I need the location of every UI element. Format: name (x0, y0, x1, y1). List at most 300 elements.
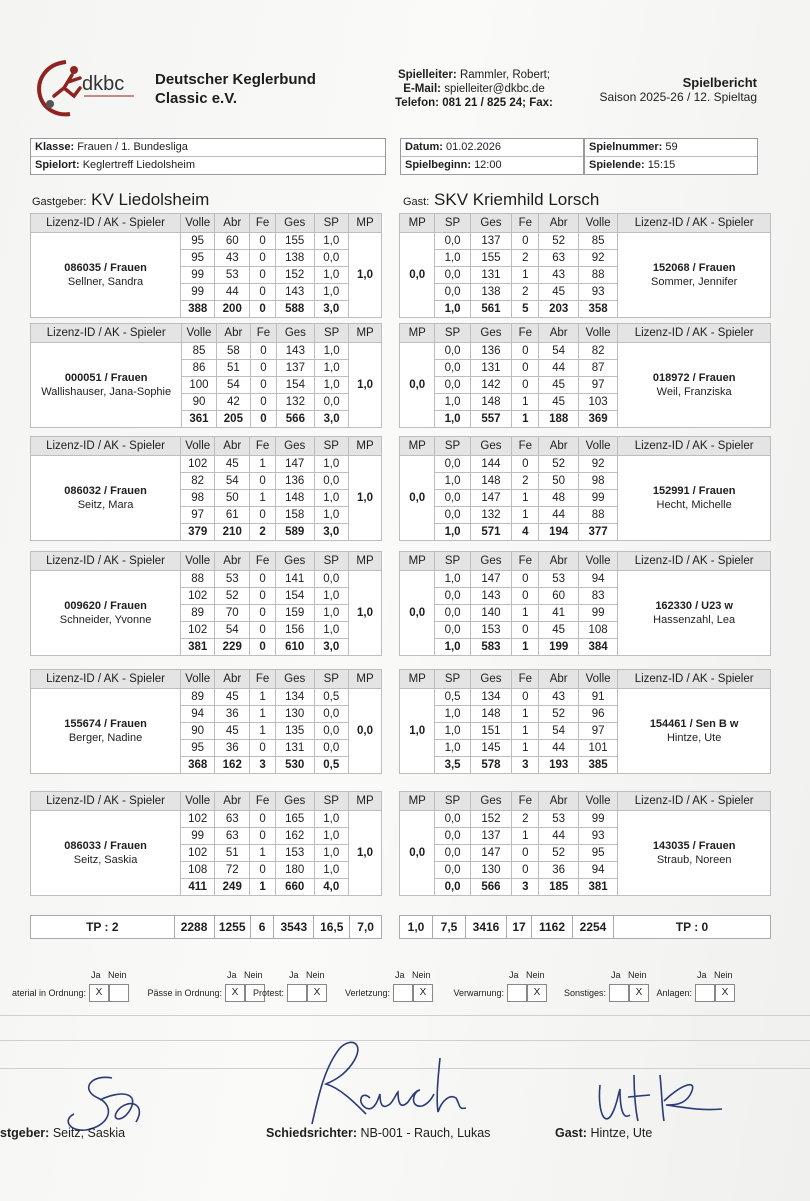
score-cell: 0 (512, 360, 539, 377)
score-cell: 98 (578, 473, 617, 490)
column-header: SP (435, 437, 470, 456)
column-header: Abr (215, 670, 250, 689)
sum-cell: 0 (251, 411, 276, 428)
score-cell: 1,0 (314, 507, 348, 524)
ja-header: Ja (227, 970, 237, 980)
score-cell: 0 (250, 250, 276, 267)
sum-cell: 3,0 (314, 301, 348, 318)
score-cell: 0,0 (435, 343, 470, 360)
score-cell: 131 (470, 267, 511, 284)
column-header: MP (348, 670, 381, 689)
sum-cell: 368 (181, 757, 215, 774)
column-header: SP (315, 324, 349, 343)
column-header: Ges (275, 792, 314, 811)
score-cell: 102 (181, 588, 215, 605)
sum-cell: 388 (181, 301, 215, 318)
home-sign-name: Seitz, Saskia (52, 1126, 126, 1140)
home-game-table (30, 213, 382, 318)
player-name: Seitz, Saskia (73, 854, 138, 866)
score-cell: 142 (470, 377, 511, 394)
score-cell: 94 (181, 706, 215, 723)
score-cell: 1,0 (315, 360, 349, 377)
away-player (618, 571, 771, 656)
column-header: Lizenz-ID / AK - Spieler (618, 552, 771, 571)
guest-signature-icon (590, 1065, 730, 1135)
score-cell: 52 (539, 706, 578, 723)
phone-value: 081 21 / 825 24; (442, 97, 526, 109)
score-cell: 1,0 (314, 588, 348, 605)
klasse-value: Frauen / 1. Bundesliga (77, 141, 188, 153)
column-header: MP (400, 670, 435, 689)
score-cell: 98 (181, 490, 215, 507)
column-header: Abr (215, 552, 250, 571)
sum-cell: 162 (215, 757, 250, 774)
sum-cell: 381 (181, 639, 215, 656)
score-cell: 1,0 (314, 267, 348, 284)
score-cell: 1,0 (314, 845, 348, 862)
score-cell: 43 (539, 689, 578, 706)
ja-header: Ja (91, 970, 101, 980)
score-cell: 45 (215, 456, 250, 473)
nein-header: Nein (628, 970, 647, 980)
score-cell: 102 (181, 622, 215, 639)
score-cell: 90 (182, 394, 216, 411)
away-player (618, 233, 771, 318)
column-header: Lizenz-ID / AK - Spieler (618, 792, 771, 811)
score-cell: 90 (181, 723, 215, 740)
score-cell: 45 (539, 377, 578, 394)
score-cell: 45 (539, 284, 578, 301)
ref-sign-name: NB-001 - Rauch, Lukas (360, 1126, 491, 1140)
player-name: Weil, Franziska (656, 386, 732, 398)
score-cell: 54 (216, 377, 251, 394)
score-cell: 50 (539, 473, 578, 490)
column-header: Fe (512, 670, 539, 689)
score-cell: 63 (215, 828, 250, 845)
column-header: SP (314, 437, 348, 456)
score-cell: 0 (512, 689, 539, 706)
score-cell: 1,0 (314, 233, 348, 250)
home-signature-label (0, 1126, 125, 1140)
score-cell: 51 (215, 845, 250, 862)
sum-cell: 210 (215, 524, 250, 541)
column-header: Fe (250, 437, 276, 456)
home-team-label: Gastgeber: (32, 196, 87, 208)
column-header: Abr (216, 324, 251, 343)
nein-checkbox[interactable]: X (307, 984, 327, 1002)
score-cell: 0 (250, 284, 276, 301)
organization-name (155, 70, 316, 108)
score-cell: 61 (215, 507, 250, 524)
column-header: Ges (470, 214, 511, 233)
score-cell: 88 (181, 571, 215, 588)
player-license: 155674 / Frauen (64, 718, 147, 730)
player-license: 018972 / Frauen (652, 372, 736, 384)
home-player (31, 233, 181, 318)
sum-cell: 1 (512, 639, 539, 656)
score-cell: 1,0 (435, 250, 470, 267)
score-cell: 0,0 (435, 588, 470, 605)
column-header: SP (435, 670, 470, 689)
score-cell: 1,0 (435, 394, 470, 411)
sum-cell: 229 (215, 639, 250, 656)
score-cell: 85 (182, 343, 216, 360)
score-cell: 0 (250, 862, 276, 879)
score-cell: 1,0 (315, 343, 349, 360)
leader-label: Spielleiter: (397, 69, 457, 81)
score-cell: 83 (578, 588, 617, 605)
score-cell: 0,0 (435, 456, 470, 473)
score-cell: 44 (539, 740, 578, 757)
sum-cell: 361 (182, 411, 216, 428)
score-cell: 155 (470, 250, 511, 267)
sum-cell: 610 (275, 639, 314, 656)
score-cell: 52 (539, 845, 578, 862)
score-cell: 144 (470, 456, 511, 473)
score-cell: 0,0 (315, 394, 349, 411)
sum-cell: 561 (470, 301, 511, 318)
column-header: SP (435, 214, 470, 233)
score-cell: 63 (539, 250, 578, 267)
away-total-volle: 2254 (573, 916, 614, 939)
score-cell: 0,0 (435, 490, 470, 507)
score-cell: 60 (539, 588, 578, 605)
ja-header: Ja (611, 970, 621, 980)
home-totals (30, 915, 382, 939)
score-cell: 0,0 (435, 267, 470, 284)
score-cell: 148 (470, 706, 511, 723)
score-cell: 131 (275, 740, 314, 757)
column-header: MP (348, 214, 381, 233)
home-game-table (30, 436, 382, 541)
player-name: Straub, Noreen (656, 854, 732, 866)
column-header: MP (400, 437, 435, 456)
sum-cell: 358 (578, 301, 617, 318)
sum-cell: 566 (470, 879, 511, 896)
sum-cell: 3,0 (314, 524, 348, 541)
column-header: Lizenz-ID / AK - Spieler (618, 324, 771, 343)
sum-cell: 571 (470, 524, 511, 541)
score-cell: 152 (275, 267, 314, 284)
score-cell: 102 (181, 845, 215, 862)
home-team-name: KV Liedolsheim (91, 190, 210, 209)
score-cell: 99 (181, 284, 215, 301)
score-cell: 1 (512, 394, 539, 411)
score-cell: 134 (470, 689, 511, 706)
score-cell: 1 (512, 507, 539, 524)
score-cell: 0 (251, 360, 276, 377)
ja-checkbox[interactable] (393, 984, 413, 1002)
ref-sign-label: Schiedsrichter: (266, 1126, 358, 1140)
score-cell: 159 (275, 605, 314, 622)
score-cell: 1,0 (435, 571, 470, 588)
away-team (403, 190, 599, 210)
score-cell: 44 (539, 507, 578, 524)
column-header: Abr (215, 437, 250, 456)
player-license: 152991 / Frauen (652, 485, 736, 497)
away-total-sp: 7,5 (433, 916, 466, 939)
sum-cell: 578 (470, 757, 511, 774)
score-cell: 1,0 (314, 622, 348, 639)
score-cell: 0,0 (435, 845, 470, 862)
score-cell: 140 (470, 605, 511, 622)
score-cell: 93 (578, 284, 617, 301)
score-cell: 0 (512, 377, 539, 394)
sum-cell: 3,5 (435, 757, 470, 774)
home-match-point: 1,0 (349, 343, 382, 428)
home-match-point: 1,0 (348, 571, 381, 656)
column-header: MP (349, 324, 382, 343)
score-cell: 0 (512, 571, 539, 588)
home-total-abr: 1255 (214, 916, 250, 939)
ja-checkbox[interactable] (507, 984, 527, 1002)
email-value: spielleiter@dkbc.de (444, 83, 545, 95)
player-license: 000051 / Frauen (64, 372, 148, 384)
score-cell: 44 (539, 828, 578, 845)
nein-checkbox[interactable]: X (527, 984, 547, 1002)
player-name: Seitz, Mara (77, 499, 134, 511)
score-cell: 41 (539, 605, 578, 622)
column-header: Fe (512, 792, 539, 811)
sum-cell: 583 (470, 639, 511, 656)
score-cell: 2 (512, 811, 539, 828)
score-cell: 143 (276, 343, 314, 360)
score-cell: 52 (215, 588, 250, 605)
score-cell: 1 (512, 828, 539, 845)
score-cell: 0,0 (435, 862, 470, 879)
score-cell: 153 (275, 845, 314, 862)
score-cell: 1 (250, 845, 276, 862)
score-cell: 147 (470, 571, 511, 588)
player-name: Sommer, Jennifer (651, 276, 738, 288)
column-header: Ges (275, 670, 314, 689)
score-cell: 141 (275, 571, 314, 588)
column-header: Fe (512, 437, 539, 456)
sum-cell: 5 (512, 301, 539, 318)
score-cell: 54 (539, 723, 578, 740)
column-header: MP (400, 324, 435, 343)
ja-checkbox[interactable] (695, 984, 715, 1002)
column-header: Volle (578, 324, 617, 343)
home-total-sp: 16,5 (314, 916, 350, 939)
column-header: Abr (539, 552, 578, 571)
score-cell: 1,0 (314, 456, 348, 473)
column-header: Fe (250, 552, 276, 571)
score-cell: 87 (578, 360, 617, 377)
score-cell: 1 (250, 689, 276, 706)
leader-value: Rammler, Robert; (459, 69, 551, 81)
nein-checkbox[interactable] (109, 984, 129, 1002)
score-cell: 162 (275, 828, 314, 845)
score-cell: 180 (275, 862, 314, 879)
sum-cell: 379 (181, 524, 215, 541)
column-header: Ges (276, 324, 314, 343)
nein-checkbox[interactable]: X (629, 984, 649, 1002)
score-cell: 1,0 (314, 284, 348, 301)
column-header: SP (435, 552, 470, 571)
sum-cell: 385 (578, 757, 617, 774)
away-match-point: 0,0 (400, 571, 435, 656)
score-cell: 54 (539, 343, 578, 360)
spielort-label: Spielort: (35, 159, 80, 171)
score-cell: 147 (275, 456, 314, 473)
nein-checkbox[interactable]: X (715, 984, 735, 1002)
nummer-label: Spielnummer: (589, 141, 663, 153)
sum-cell: 3,0 (314, 639, 348, 656)
away-total-mp: 1,0 (400, 916, 433, 939)
column-header: Volle (578, 552, 617, 571)
ja-checkbox[interactable]: X (89, 984, 109, 1002)
player-name: Schneider, Yvonne (59, 614, 152, 626)
column-header: Ges (470, 792, 511, 811)
score-cell: 85 (578, 233, 617, 250)
score-cell: 70 (215, 605, 250, 622)
home-player (31, 811, 181, 896)
score-cell: 151 (470, 723, 511, 740)
score-cell: 82 (181, 473, 215, 490)
score-cell: 143 (275, 284, 314, 301)
score-cell: 1,0 (435, 706, 470, 723)
phone-label: Telefon: (395, 97, 440, 109)
class-info-box (30, 138, 386, 175)
score-cell: 0,0 (435, 828, 470, 845)
score-cell: 54 (215, 622, 250, 639)
column-header: MP (400, 214, 435, 233)
score-cell: 143 (470, 588, 511, 605)
ja-checkbox[interactable]: X (225, 984, 245, 1002)
score-cell: 0 (512, 343, 539, 360)
sum-cell: 589 (275, 524, 314, 541)
sum-cell: 0 (250, 301, 276, 318)
column-header: Lizenz-ID / AK - Spieler (31, 214, 181, 233)
home-total-ges: 3543 (274, 916, 314, 939)
away-total-ges: 3416 (466, 916, 507, 939)
player-license: 152068 / Frauen (652, 262, 736, 274)
score-cell: 147 (470, 490, 511, 507)
score-cell: 97 (578, 377, 617, 394)
score-cell: 0,0 (435, 622, 470, 639)
score-cell: 53 (215, 267, 250, 284)
sum-cell: 557 (470, 411, 511, 428)
column-header: Volle (181, 214, 215, 233)
column-header: Fe (250, 214, 276, 233)
home-match-point: 1,0 (348, 233, 381, 318)
check-item (0, 970, 130, 1004)
score-cell: 0 (251, 377, 276, 394)
score-cell: 108 (181, 862, 215, 879)
ja-checkbox[interactable] (609, 984, 629, 1002)
sum-cell: 0,0 (435, 879, 470, 896)
score-cell: 0 (250, 811, 276, 828)
check-label: Anlagen: (656, 988, 692, 998)
score-cell: 1 (512, 605, 539, 622)
player-name: Hassenzahl, Lea (653, 614, 736, 626)
column-header: Lizenz-ID / AK - Spieler (31, 552, 181, 571)
ja-header: Ja (289, 970, 299, 980)
column-header: Ges (470, 324, 511, 343)
sum-cell: 1,0 (435, 301, 470, 318)
ja-header: Ja (395, 970, 405, 980)
score-cell: 2 (512, 250, 539, 267)
email-label: E-Mail: (403, 83, 441, 95)
column-header: Abr (539, 670, 578, 689)
sum-cell: 1,0 (435, 524, 470, 541)
home-game-table (30, 791, 382, 896)
season-text: Saison 2025-26 / 12. Spieltag (599, 90, 757, 104)
referee-signature-icon (300, 1038, 490, 1128)
away-match-point: 0,0 (400, 456, 435, 541)
score-cell: 103 (578, 394, 617, 411)
home-match-point: 0,0 (348, 689, 381, 774)
score-cell: 36 (215, 740, 250, 757)
ende-label: Spielende: (589, 159, 645, 171)
column-header: Lizenz-ID / AK - Spieler (31, 670, 181, 689)
score-cell: 1,0 (315, 377, 349, 394)
score-cell: 0 (250, 267, 276, 284)
nein-checkbox[interactable]: X (413, 984, 433, 1002)
score-cell: 0 (250, 622, 276, 639)
score-cell: 1,0 (435, 723, 470, 740)
away-game-table (399, 669, 771, 774)
ja-checkbox[interactable] (287, 984, 307, 1002)
score-cell: 44 (539, 360, 578, 377)
score-cell: 92 (578, 456, 617, 473)
column-header: Volle (578, 214, 617, 233)
guest-signature-label (555, 1126, 652, 1140)
score-cell: 0 (512, 588, 539, 605)
sum-cell: 1 (512, 411, 539, 428)
score-cell: 96 (578, 706, 617, 723)
score-cell: 138 (470, 284, 511, 301)
away-match-point: 1,0 (400, 689, 435, 774)
score-cell: 53 (539, 811, 578, 828)
score-cell: 0 (251, 394, 276, 411)
score-cell: 45 (215, 689, 250, 706)
home-total-fe: 6 (250, 916, 274, 939)
score-cell: 0 (251, 343, 276, 360)
score-cell: 102 (181, 456, 215, 473)
column-header: MP (400, 552, 435, 571)
game-number-box (584, 138, 758, 175)
away-totals (399, 915, 771, 939)
logo-text: dkbc (82, 73, 125, 95)
score-cell: 135 (275, 723, 314, 740)
score-cell: 0,0 (435, 360, 470, 377)
nummer-value: 59 (665, 141, 678, 153)
score-cell: 43 (215, 250, 250, 267)
score-cell: 0,0 (314, 250, 348, 267)
score-cell: 0,5 (314, 689, 348, 706)
score-cell: 95 (181, 233, 215, 250)
sum-cell: 3 (512, 757, 539, 774)
score-cell: 94 (578, 862, 617, 879)
score-cell: 0,0 (314, 571, 348, 588)
sum-cell: 249 (215, 879, 250, 896)
column-header: Lizenz-ID / AK - Spieler (618, 670, 771, 689)
column-header: Fe (512, 324, 539, 343)
sum-cell: 0 (250, 639, 276, 656)
nein-header: Nein (412, 970, 431, 980)
away-game-table (399, 323, 771, 428)
sum-cell: 1,0 (435, 411, 470, 428)
score-cell: 1,0 (314, 828, 348, 845)
score-cell: 1 (512, 723, 539, 740)
score-cell: 1,0 (435, 473, 470, 490)
score-cell: 95 (181, 250, 215, 267)
score-cell: 95 (181, 740, 215, 757)
check-item (444, 970, 548, 1004)
score-cell: 99 (181, 267, 215, 284)
